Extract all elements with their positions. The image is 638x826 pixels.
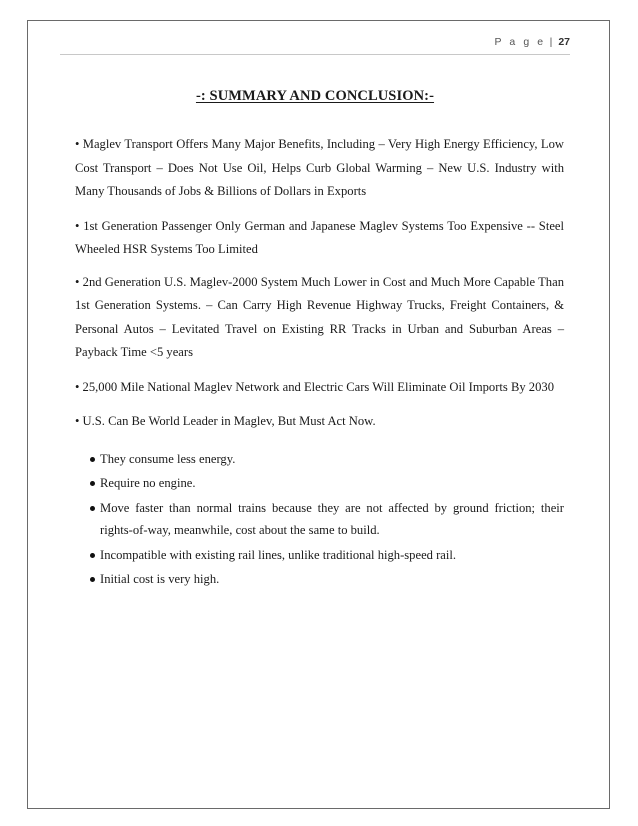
list-item [71,472,564,495]
page-label: P a g e [494,36,546,48]
paragraph-world-leader: • U.S. Can Be World Leader in Maglev, But Must Act Now. [75,414,376,428]
bullet-icon [90,457,95,462]
bullet-icon [90,481,95,486]
list-item-text: Incompatible with existing rail lines, unlike traditional high-speed rail. [100,547,457,562]
list-item-text: Initial cost is very high. [100,572,220,586]
list-item [71,448,564,471]
page-separator: | [549,36,553,48]
list-item-text: Move faster than normal trains because they are not affected by ground friction; their rights-of-way, meanwhile, cost about the same to build. [100,500,564,537]
list-item-text: Require no engine. [100,476,196,490]
bullet-icon [90,506,95,511]
list-item [71,568,564,591]
page-header [60,36,570,55]
page-number: 27 [558,36,570,48]
paragraph-national-network: • 25,000 Mile National Maglev Network and Electric Cars Will Eliminate Oil Imports By 2030 [75,379,554,394]
paragraph-second-generation: • 2nd Generation U.S. Maglev-2000 System Much Lower in Cost and Much More Capable Than 1st Generation Systems. – Can Carry High Revenue Highway Trucks, Freight Containers, & Personal Autos – Levitated Travel on Existing RR Tracks in Urban and Suburban Areas – Payback Time <5 years [75,274,564,359]
bullet-icon [90,553,95,558]
document-body [75,133,564,593]
list-item-text: They consume less energy. [100,451,236,466]
section-title: -: SUMMARY AND CONCLUSION:- [195,88,435,104]
paragraph-first-generation: • 1st Generation Passenger Only German and Japanese Maglev Systems Too Expensive -- Steel Wheeled HSR Systems Too Limited [75,218,564,256]
paragraph-benefits: • Maglev Transport Offers Many Major Benefits, Including – Very High Energy Efficiency, Low Cost Transport – Does Not Use Oil, Helps Curb Global Warming – New U.S. Industry with Many Thousands of Jobs & Billions of Dollars in Exports [75,137,564,198]
bullet-list [75,448,564,591]
list-item [71,544,564,567]
list-item [71,497,564,542]
bullet-icon [90,577,95,582]
